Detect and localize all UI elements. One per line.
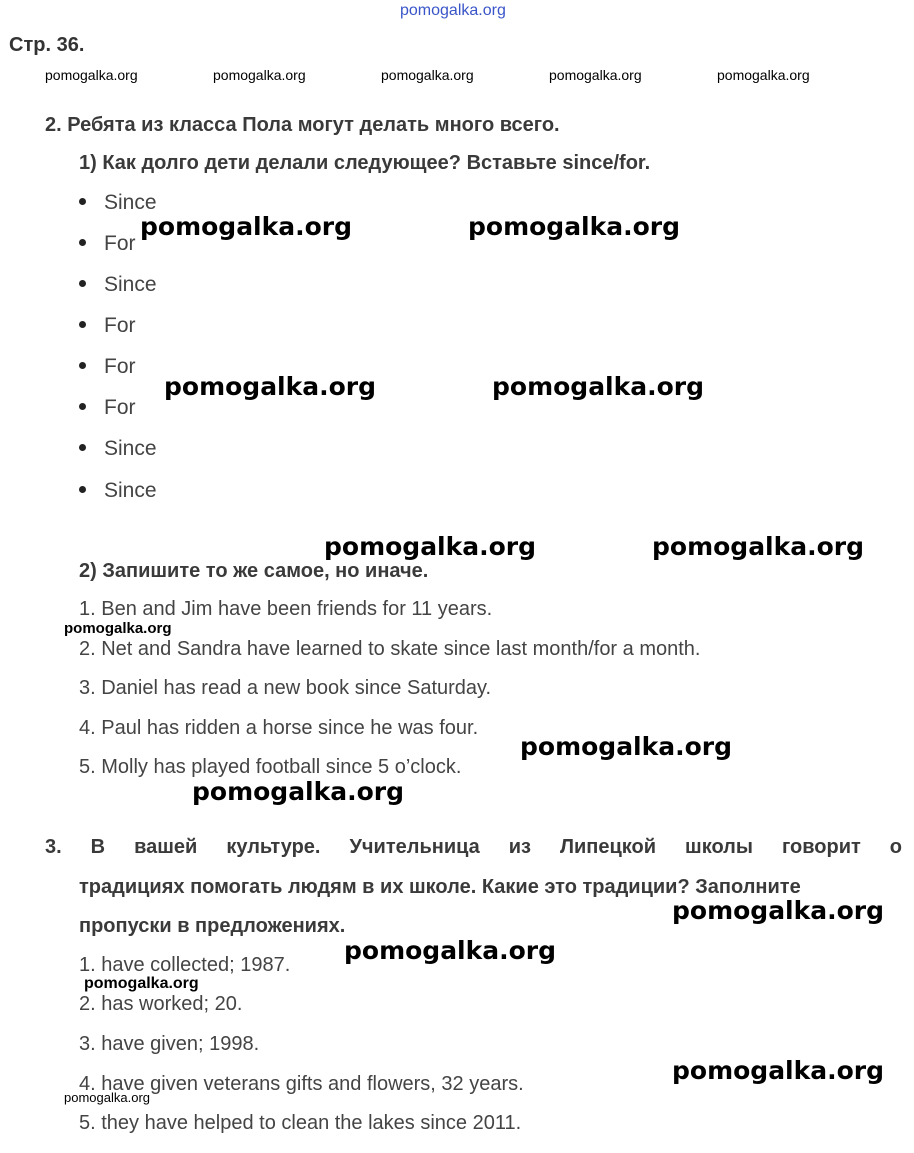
exercise-2-part2-title: 2) Запишите то же самое, но иначе. bbox=[79, 560, 429, 582]
bullet-text: Since bbox=[104, 191, 157, 214]
answer-line: 2. has worked; 20. bbox=[79, 993, 243, 1015]
bullet-text: Since bbox=[104, 437, 157, 460]
answer-line: 3. have given; 1998. bbox=[79, 1033, 260, 1055]
bullet-dot bbox=[79, 321, 86, 328]
bullet-text: Since bbox=[104, 479, 157, 502]
watermark: pomogalka.org bbox=[324, 532, 537, 561]
watermark: pomogalka.org bbox=[520, 732, 733, 761]
bullet-dot bbox=[79, 403, 86, 410]
answer-line: 1. have collected; 1987. bbox=[79, 954, 291, 976]
bullet-dot bbox=[79, 486, 86, 493]
exercise-3-heading-line2: традициях помогать людям в их школе. Какие это традиции? Заполните bbox=[79, 876, 801, 898]
watermark: pomogalka.org bbox=[492, 372, 705, 401]
exercise-2-part1-title: 1) Как долго дети делали следующее? Вставьте since/for. bbox=[79, 152, 651, 174]
header-watermark: pomogalka.org bbox=[45, 67, 138, 83]
answer-line: 4. Paul has ridden a horse since he was four. bbox=[79, 717, 479, 739]
exercise-3-heading-line1: 3. В вашей культуре. Учительница из Липецкой школы говорит о bbox=[45, 836, 902, 858]
watermark: pomogalka.org bbox=[468, 212, 681, 241]
header-watermark: pomogalka.org bbox=[717, 67, 810, 83]
bullet-text: For bbox=[104, 355, 136, 378]
bullet-item bbox=[79, 479, 157, 507]
bullet-dot bbox=[79, 280, 86, 287]
header-watermark: pomogalka.org bbox=[213, 67, 306, 83]
watermark: pomogalka.org bbox=[64, 620, 172, 637]
bullet-text: Since bbox=[104, 273, 157, 296]
watermark: pomogalka.org bbox=[672, 896, 885, 925]
answer-line: 5. they have helped to clean the lakes since 2011. bbox=[79, 1112, 522, 1134]
bullet-text: For bbox=[104, 314, 136, 337]
watermark: pomogalka.org bbox=[652, 532, 865, 561]
watermark: pomogalka.org bbox=[672, 1056, 885, 1085]
bullet-text: For bbox=[104, 396, 136, 419]
watermark: pomogalka.org bbox=[64, 1090, 150, 1105]
watermark: pomogalka.org bbox=[344, 936, 557, 965]
bullet-text: For bbox=[104, 232, 136, 255]
answer-line: 4. have given veterans gifts and flowers, 32 years. bbox=[79, 1073, 524, 1095]
bullet-item bbox=[79, 232, 136, 260]
watermark: pomogalka.org bbox=[84, 975, 199, 992]
page-label: Стр. 36. bbox=[9, 34, 85, 56]
exercise-2-heading: 2. Ребята из класса Пола могут делать много всего. bbox=[45, 114, 560, 136]
answer-line: 2. Net and Sandra have learned to skate since last month/for a month. bbox=[79, 638, 701, 660]
bullet-dot bbox=[79, 198, 86, 205]
watermark: pomogalka.org bbox=[140, 212, 353, 241]
top-watermark: pomogalka.org bbox=[400, 2, 506, 19]
bullet-item bbox=[79, 437, 157, 465]
answer-line: 3. Daniel has read a new book since Saturday. bbox=[79, 677, 492, 699]
watermark: pomogalka.org bbox=[192, 777, 405, 806]
header-watermark: pomogalka.org bbox=[381, 67, 474, 83]
bullet-dot bbox=[79, 239, 86, 246]
bullet-item bbox=[79, 273, 157, 301]
watermark: pomogalka.org bbox=[164, 372, 377, 401]
bullet-dot bbox=[79, 444, 86, 451]
bullet-dot bbox=[79, 362, 86, 369]
exercise-3-heading-line3: пропуски в предложениях. bbox=[79, 915, 346, 937]
answer-line: 5. Molly has played football since 5 o’clock. bbox=[79, 756, 462, 778]
answer-line: 1. Ben and Jim have been friends for 11 years. bbox=[79, 598, 493, 620]
bullet-item bbox=[79, 396, 136, 424]
bullet-item bbox=[79, 314, 136, 342]
header-watermark: pomogalka.org bbox=[549, 67, 642, 83]
bullet-item bbox=[79, 355, 136, 383]
